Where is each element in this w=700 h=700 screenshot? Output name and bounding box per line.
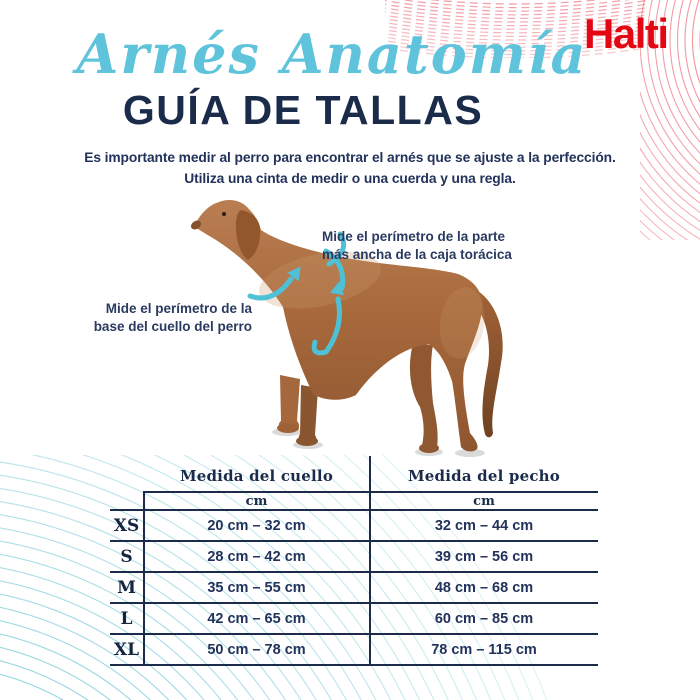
dog-far-front-paw	[296, 436, 318, 446]
column-header-neck: Medida del cuello	[179, 467, 334, 485]
dog-eye	[222, 212, 226, 216]
size-label-xl: XL	[113, 639, 140, 660]
table-rule	[110, 509, 598, 511]
table-rule-vertical	[369, 456, 371, 666]
neck-note-line-2: base del cuello del perro	[93, 318, 252, 334]
dog-near-rear-paw	[419, 443, 439, 453]
table-rule	[110, 602, 598, 604]
neck-measure-note	[90, 300, 252, 335]
intro-line-1: Es importante medir al perro para encontrar el arnés que se ajuste a la perfección.	[84, 150, 616, 165]
table-rule-vertical	[143, 491, 145, 666]
page-title: GUÍA DE TALLAS	[122, 87, 484, 133]
chest-range-xl: 78 cm – 115 cm	[431, 641, 537, 658]
chest-range-s: 39 cm – 56 cm	[434, 548, 534, 565]
chest-measure-note	[322, 228, 552, 263]
size-label-xs: XS	[113, 515, 140, 536]
unit-label-neck: cm	[245, 493, 268, 509]
column-header-chest: Medida del pecho	[408, 467, 560, 485]
size-label-s: S	[120, 546, 133, 567]
dog-near-rear-leg	[410, 343, 438, 447]
table-rule	[110, 571, 598, 573]
neck-range-s: 28 cm – 42 cm	[207, 548, 306, 565]
neck-note-line-1: Mide el perímetro de la	[105, 301, 252, 316]
chest-note-line-2: más ancha de la caja torácica	[322, 246, 512, 262]
script-title: Arnés Anatomía	[76, 22, 588, 86]
chest-note-line-1: Mide el perímetro de la parte	[322, 229, 506, 244]
size-label-m: M	[117, 577, 136, 598]
neck-range-xl: 50 cm – 78 cm	[207, 641, 306, 658]
table-rule	[110, 664, 598, 666]
neck-range-l: 42 cm – 65 cm	[207, 610, 306, 627]
table-rule	[110, 540, 598, 542]
neck-range-m: 35 cm – 55 cm	[207, 579, 306, 596]
size-label-l: L	[120, 608, 133, 629]
halti-logo: Halti	[584, 10, 668, 57]
neck-range-xs: 20 cm – 32 cm	[207, 517, 306, 534]
dog-near-front-paw	[277, 423, 299, 433]
intro-text	[0, 147, 700, 189]
size-table	[110, 460, 598, 666]
unit-label-chest: cm	[473, 493, 495, 509]
dog-near-front-leg	[279, 375, 300, 430]
chest-range-m: 48 cm – 68 cm	[434, 579, 534, 596]
chest-range-xs: 32 cm – 44 cm	[434, 517, 534, 534]
chest-range-l: 60 cm – 85 cm	[434, 610, 534, 627]
table-rule	[110, 633, 598, 635]
intro-line-2: Utiliza una cinta de medir o una cuerda y una regla.	[184, 171, 516, 186]
